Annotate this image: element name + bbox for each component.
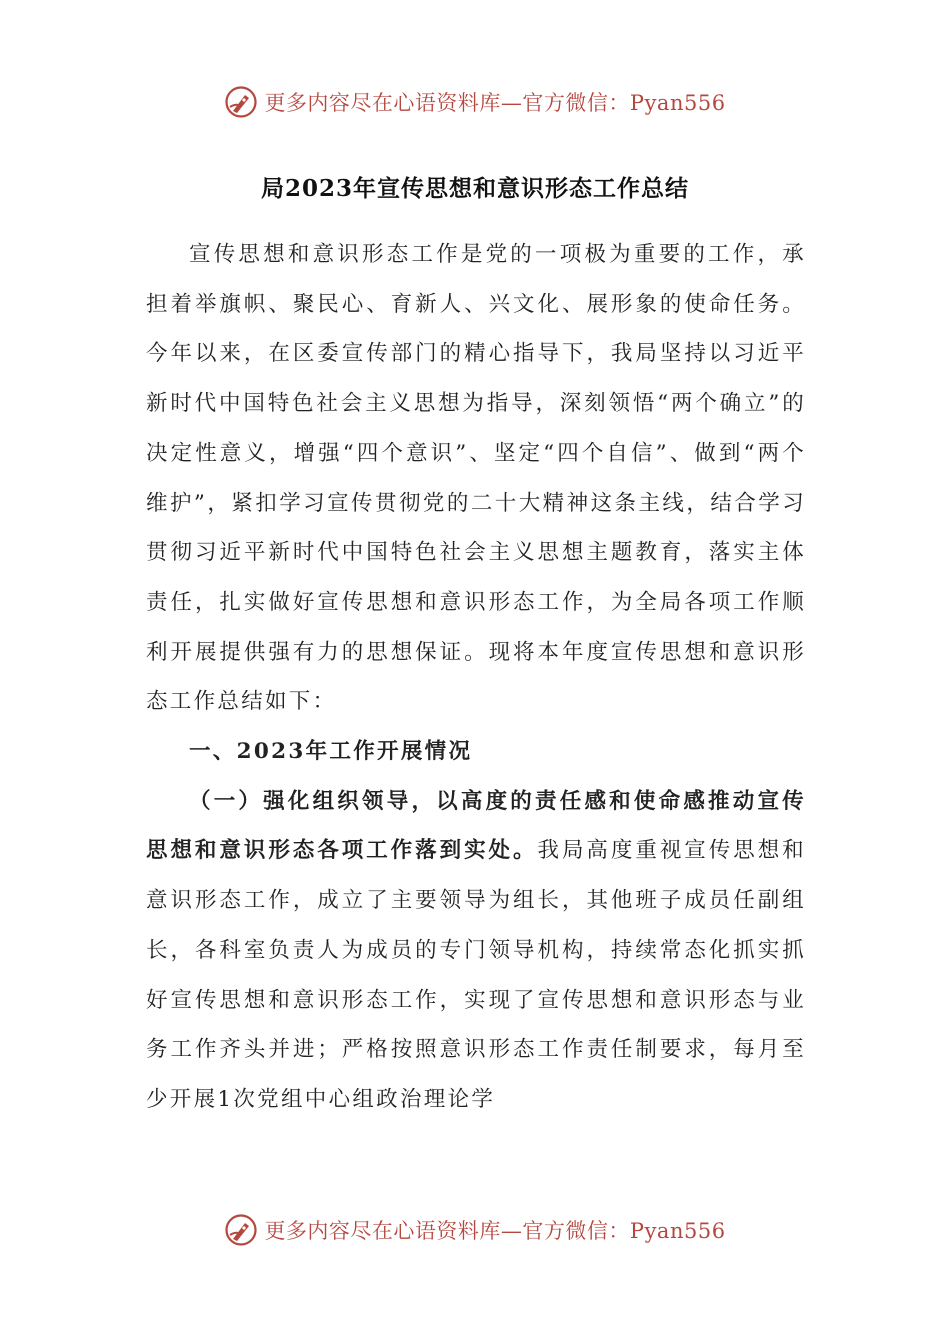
page-title: 局2023年宣传思想和意识形态工作总结 (260, 175, 689, 202)
section-heading: 一、2023年工作开展情况 (189, 739, 473, 765)
header-watermark (0, 80, 950, 124)
pen-nib-icon (224, 85, 258, 119)
intro-paragraph: 宣传思想和意识形态工作是党的一项极为重要的工作，承担着举旗帜、聚民心、育新人、兴文化、展形象的使命任务。今年以来，在区委宣传部门的精心指导下，我局坚持以习近平新时代中国特色社会主义思想为指导，深刻领悟“两个确立”的决定性意义，增强“四个意识”、坚定“四个自信”、做到“两个维护”，紧扣学习宣传贯彻党的二十大精神这条主线，结合学习贯彻习近平新时代中国特色社会主义思想主题教育，落实主体责任，扎实做好宣传思想和意识形态工作，为全局各项工作顺利开展提供强有力的思想保证。现将本年度宣传思想和意识形态工作总结如下： (146, 242, 806, 715)
subsection-body: 我局高度重视宣传思想和意识形态工作，成立了主要领导为组长，其他班子成员任副组长，各科室负责人为成员的专门领导机构，持续常态化抓实抓好宣传思想和意识形态工作，实现了宣传思想和意识形态与业务工作齐头并进；严格按照意识形态工作责任制要求，每月至少开展1次党组中心组政治理论学 (146, 838, 806, 1112)
footer-watermark (0, 1208, 950, 1252)
pen-nib-icon (224, 1213, 258, 1247)
subsection-heading: （一）强化组织领导，以高度的责任感和使命感推动宣传思想和意识形态各项工作落到实处。 (146, 788, 806, 864)
watermark-text: 更多内容尽在心语资料库—官方微信：Pyan556 (264, 91, 726, 115)
watermark-text: 更多内容尽在心语资料库—官方微信：Pyan556 (264, 1219, 726, 1243)
subsection-paragraph (146, 777, 806, 1125)
document-body (146, 230, 806, 1125)
